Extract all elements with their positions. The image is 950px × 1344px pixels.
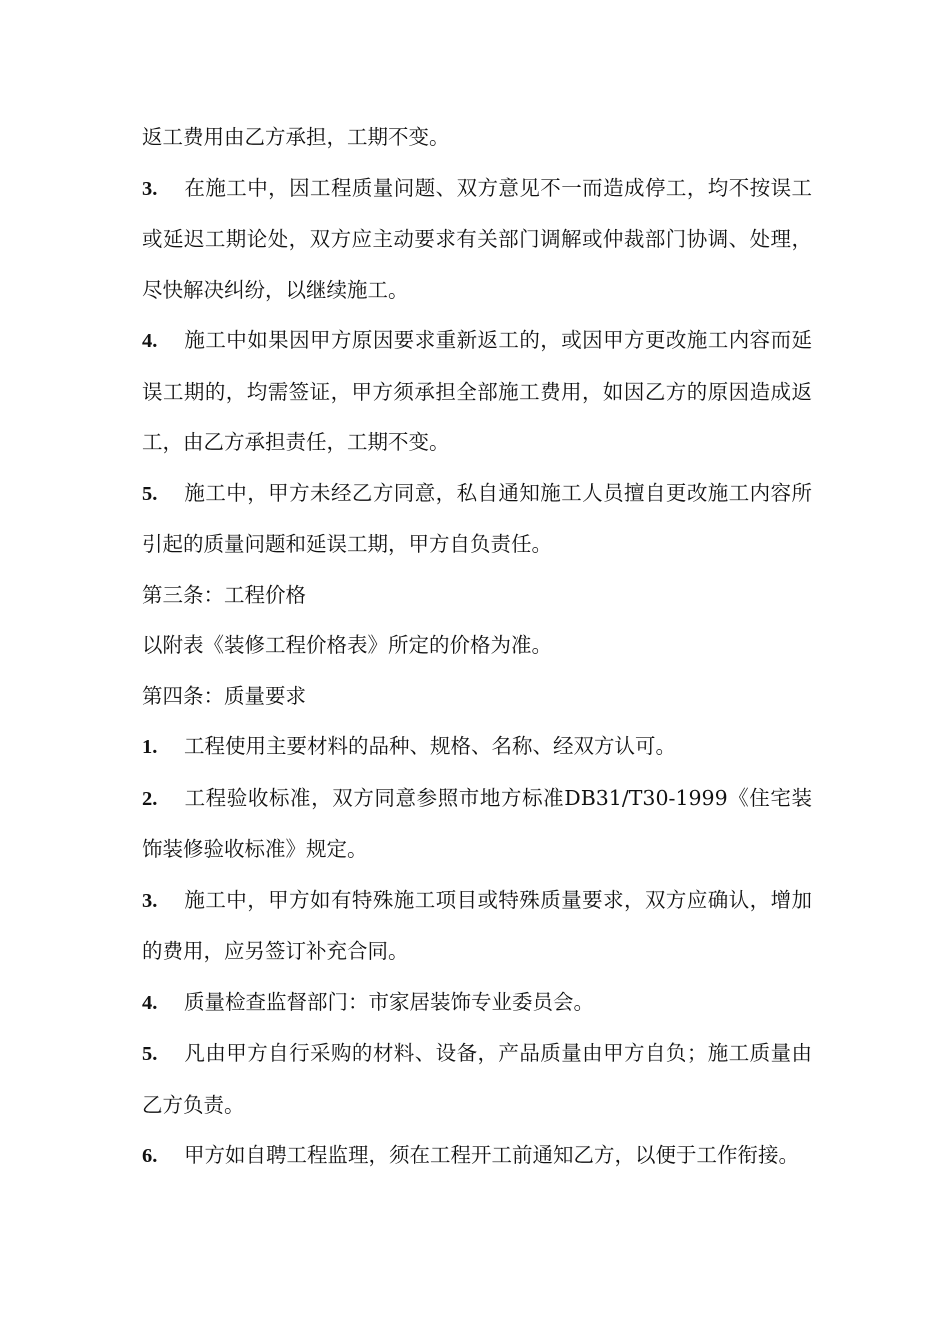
clause-number: 5. xyxy=(142,1043,158,1065)
clause-text: 工程验收标准，双方同意参照市地方标准DB31/T30-1999《住宅装饰装修验收标准》规定。 xyxy=(142,785,812,861)
article-3-text: 以附表《装修工程价格表》所定的价格为准。 xyxy=(142,633,552,657)
clause-item xyxy=(142,977,812,1029)
clause-text: 施工中，甲方如有特殊施工项目或特殊质量要求，双方应确认，增加的费用，应另签订补充合同。 xyxy=(142,887,812,963)
clause-text: 凡由甲方自行采购的材料、设备，产品质量由甲方自负；施工质量由乙方负责。 xyxy=(142,1041,812,1117)
clause-item xyxy=(142,163,812,316)
clause-text: 甲方如自聘工程监理，须在工程开工前通知乙方，以便于工作衔接。 xyxy=(184,1143,799,1167)
clause-item xyxy=(142,468,812,570)
paragraph-continuation xyxy=(142,112,812,163)
clause-item xyxy=(142,875,812,977)
clause-number: 4. xyxy=(142,991,158,1014)
clause-number: 6. xyxy=(142,1145,158,1167)
clause-item xyxy=(142,1130,812,1182)
clause-item xyxy=(142,1028,812,1130)
clause-number: 2. xyxy=(142,787,158,810)
clause-number: 1. xyxy=(142,736,158,758)
clause-text: 工程使用主要材料的品种、规格、名称、经双方认可。 xyxy=(184,734,676,758)
article-3-heading: 第三条：工程价格 xyxy=(142,582,306,607)
clause-number: 3. xyxy=(142,889,158,912)
paragraph-text: 返工费用由乙方承担，工期不变。 xyxy=(142,125,450,149)
clause-number: 3. xyxy=(142,177,158,200)
article-4-heading: 第四条：质量要求 xyxy=(142,683,306,708)
clause-text: 质量检查监督部门：市家居装饰专业委员会。 xyxy=(184,989,594,1014)
clause-item xyxy=(142,315,812,468)
clause-number: 5. xyxy=(142,482,158,505)
clause-text: 施工中如果因甲方原因要求重新返工的，或因甲方更改施工内容而延误工期的，均需签证，甲方须承担全部施工费用，如因乙方的原因造成返工，由乙方承担责任，工期不变。 xyxy=(142,328,812,454)
clause-item xyxy=(142,721,812,773)
clause-text: 施工中，甲方未经乙方同意，私自通知施工人员擅自更改施工内容所引起的质量问题和延误工期，甲方自负责任。 xyxy=(142,480,812,556)
clause-number: 4. xyxy=(142,330,158,352)
clause-text: 在施工中，因工程质量问题、双方意见不一而造成停工，均不按误工或延迟工期论处，双方应主动要求有关部门调解或仲裁部门协调、处理，尽快解决纠纷，以继续施工。 xyxy=(142,175,812,302)
clause-item xyxy=(142,773,812,875)
document-body xyxy=(142,112,812,1182)
